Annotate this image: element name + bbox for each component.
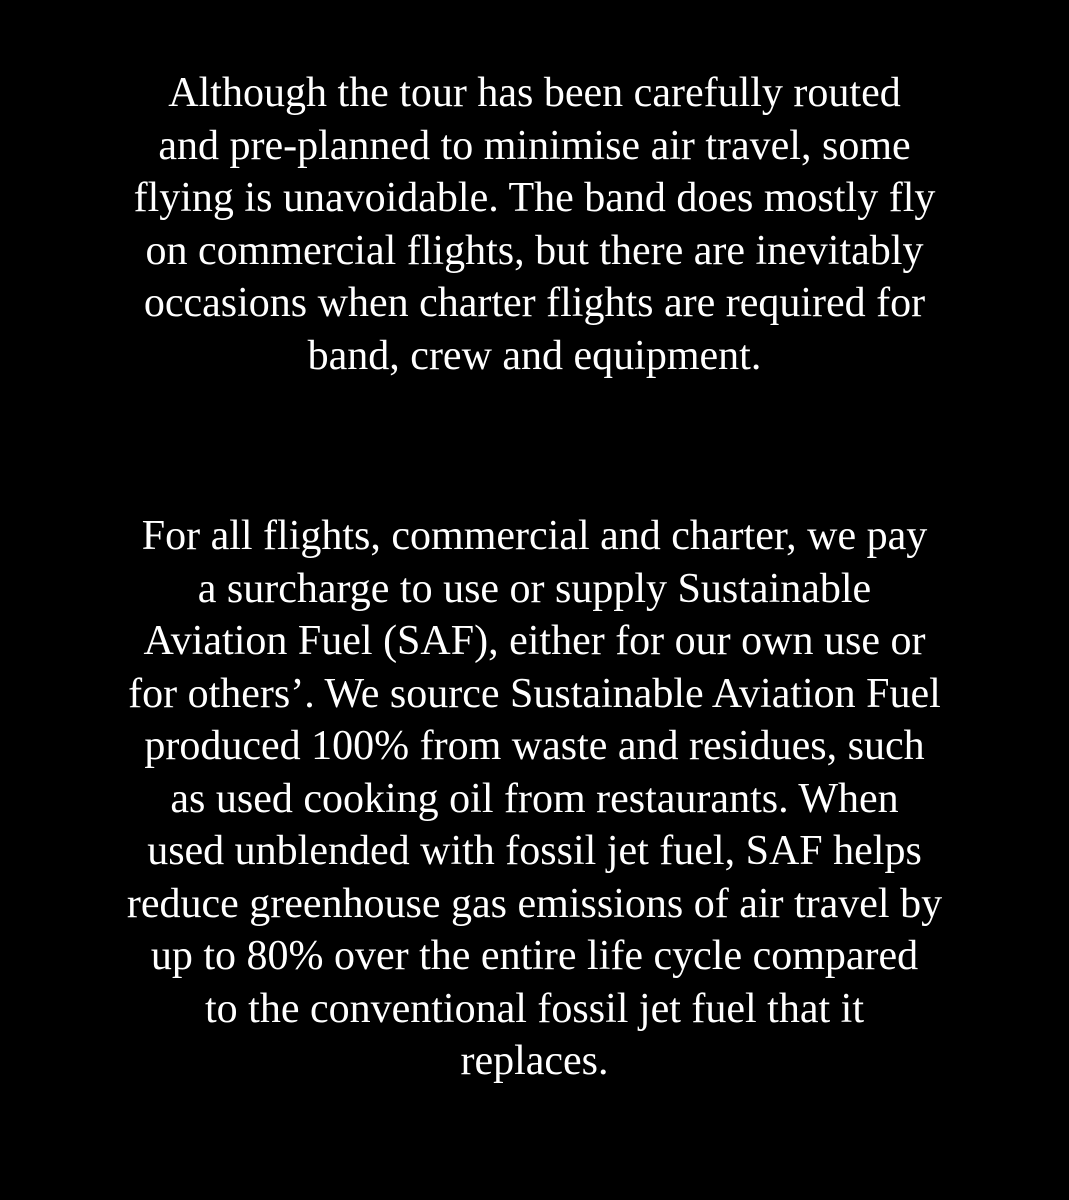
text-line: up to 80% over the entire life cycle compared [150, 933, 919, 979]
text-line: Aviation Fuel (SAF), either for our own use or [143, 618, 926, 664]
text-line: and pre-planned to minimise air travel, some [158, 122, 911, 169]
text-line: reduce greenhouse gas emissions of air travel by [126, 880, 943, 927]
text-line: to the conventional fossil jet fuel that it [204, 985, 865, 1032]
text-line: replaces. [460, 1038, 609, 1084]
text-line: occasions when charter flights are required for [143, 280, 926, 326]
text-line: flying is unavoidable. The band does mostly fly [133, 175, 936, 221]
paragraph-sustainable-aviation-fuel [60, 510, 1009, 1088]
text-line: band, crew and equipment. [307, 332, 762, 379]
text-line: used unblended with fossil jet fuel, SAF helps [147, 828, 922, 874]
text-line: Although the tour has been carefully routed [168, 70, 901, 116]
text-line: For all flights, commercial and charter, we pay [141, 513, 928, 559]
paragraph-air-travel [60, 67, 1009, 382]
text-line: as used cooking oil from restaurants. When [170, 775, 899, 822]
text-line: a surcharge to use or supply Sustainable [197, 565, 872, 612]
text-line: produced 100% from waste and residues, such [144, 723, 925, 769]
text-line: for others’. We source Sustainable Aviation Fuel [128, 670, 941, 717]
text-line: on commercial flights, but there are inevitably [145, 227, 924, 274]
